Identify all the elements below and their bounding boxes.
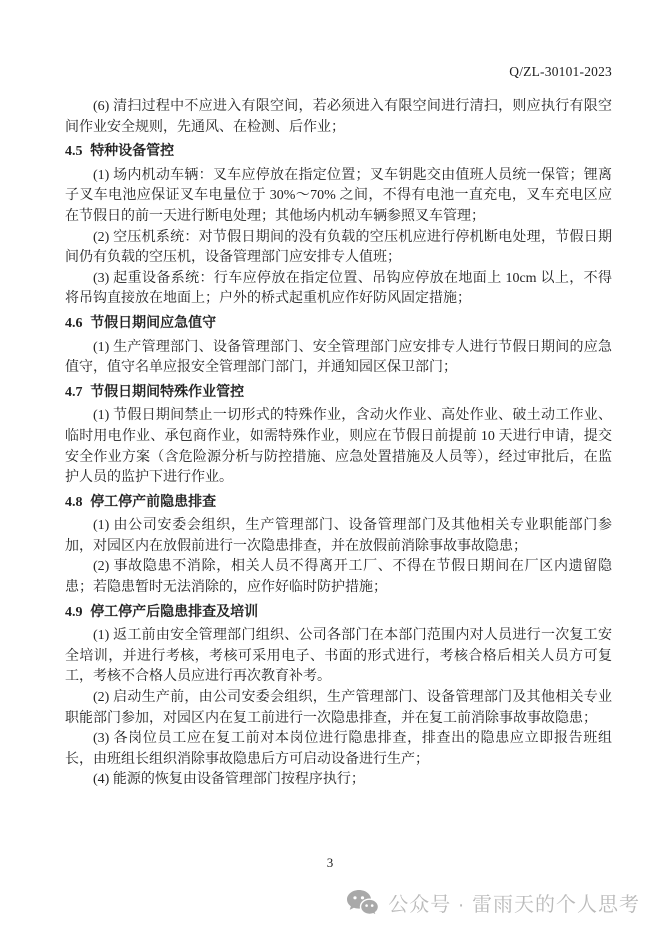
paragraph: (1) 节假日期间禁止一切形式的特殊作业，含动火作业、高处作业、破土动工作业、临时用电作业、承包商作业，如需特殊作业，则应在节假日前提前 10 天进行申请，提交安全作业方案（含危险源分析与防控措施、应急处置措施及人员等），经过审批后，在监护人员的监护下进行作业。 — [65, 408, 612, 486]
page-number: 3 — [326, 855, 334, 870]
paragraph: (2) 空压机系统：对节假日期间的没有负载的空压机应进行停机断电处理，节假日期间仍有负载的空压机，设备管理部门应安排专人值班； — [65, 229, 612, 266]
paragraph: (4) 能源的恢复由设备管理部门按程序执行； — [93, 772, 365, 788]
section-number: 4.5 — [65, 144, 83, 160]
doc-code: Q/ZL-30101-2023 — [509, 64, 612, 79]
section-heading — [65, 142, 612, 163]
section-heading — [65, 603, 612, 624]
section-number: 4.8 — [65, 494, 83, 510]
section-number: 4.7 — [65, 384, 83, 400]
section-title: 节假日期间特殊作业管控 — [90, 384, 245, 400]
paragraph: (2) 事故隐患不消除，相关人员不得离开工厂、不得在节假日期间在厂区内遗留隐患；若隐患暂时无法消除的，应作好临时防护措施； — [65, 559, 612, 596]
paragraph: (6) 清扫过程中不应进入有限空间，若必须进入有限空间进行清扫，则应执行有限空间作业安全规则，先通风、在检测、后作业； — [65, 99, 612, 135]
paragraph: (1) 场内机动车辆：叉车应停放在指定位置；叉车钥匙交由值班人员统一保管；锂离子叉车电池应保证叉车电量位于 30%～70% 之间，不得有电池一直充电，叉车充电区应在节假日的前一天进行断电处理；其他场内机动车辆参照叉车管理； — [65, 167, 612, 224]
watermark-text: 公众号 · 雷雨天的个人思考 — [388, 894, 640, 916]
paragraph: (1) 返工前由安全管理部门组织、公司各部门在本部门范围内对人员进行一次复工安全培训，并进行考核，考核可采用电子、书面的形式进行，考核合格后相关人员方可复工，考核不合格人员应进行再次教育补考。 — [65, 628, 612, 685]
section-heading — [65, 493, 612, 514]
document-body — [65, 97, 612, 791]
watermark — [346, 888, 640, 917]
section-title: 停工停产后隐患排查及培训 — [90, 604, 259, 620]
section-number: 4.9 — [65, 604, 83, 620]
paragraph: (2) 启动生产前，由公司安委会组织，生产管理部门、设备管理部门及其他相关专业职能部门参加，对园区内在复工前进行一次隐患排查，并在复工前消除事故事故隐患； — [65, 690, 612, 726]
section-title: 节假日期间应急值守 — [90, 315, 217, 331]
paragraph: (3) 起重设备系统：行车应停放在指定位置、吊钩应停放在地面上 10cm 以上，不得将吊钩直接放在地面上；户外的桥式起重机应作好防风固定措施； — [65, 270, 612, 307]
paragraph: (1) 生产管理部门、设备管理部门、安全管理部门应安排专人进行节假日期间的应急值守，值守名单应报安全管理部门部门，并通知园区保卫部门； — [65, 339, 612, 376]
section-title: 特种设备管控 — [90, 144, 175, 160]
section-heading — [65, 314, 612, 335]
paragraph: (3) 各岗位员工应在复工前对本岗位进行隐患排查，排查出的隐患应立即报告班组长，由班组长组织消除事故隐患后方可启动设备进行生产； — [65, 731, 612, 767]
wechat-icon — [346, 889, 379, 917]
section-heading — [65, 383, 612, 404]
section-number: 4.6 — [65, 315, 83, 331]
paragraph: (1) 由公司安委会组织，生产管理部门、设备管理部门及其他相关专业职能部门参加，对园区内在放假前进行一次隐患排查，并在放假前消除事故事故隐患； — [65, 518, 612, 554]
section-title: 停工停产前隐患排查 — [90, 494, 217, 510]
